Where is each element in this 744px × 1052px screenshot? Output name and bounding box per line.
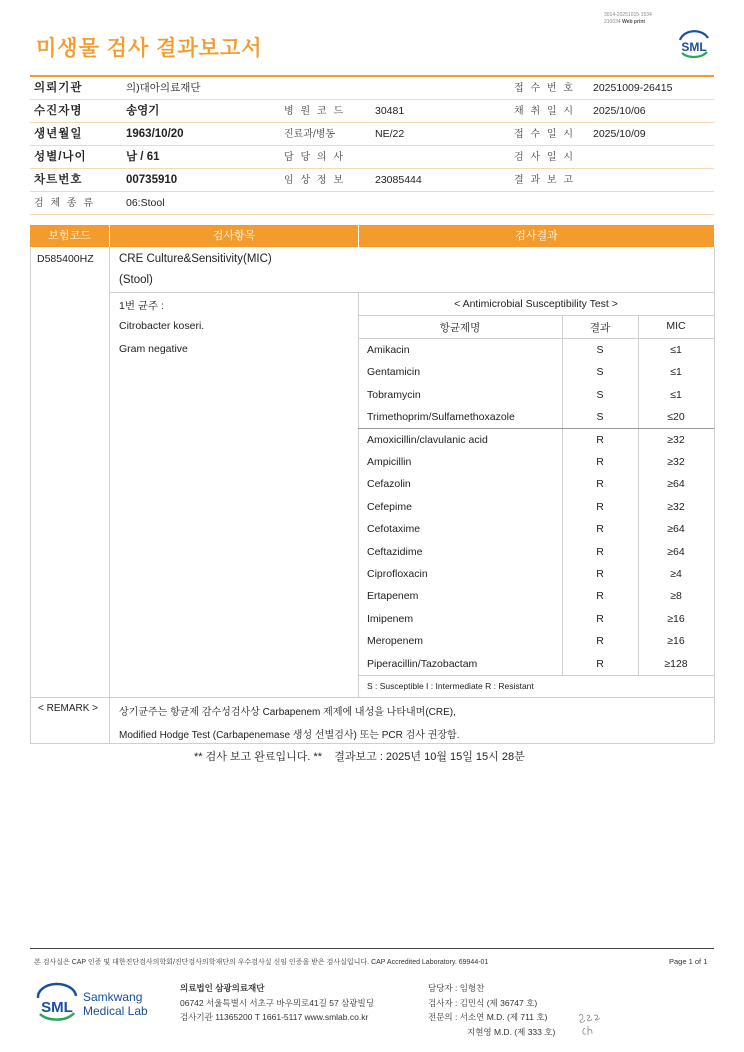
print-info	[604, 12, 652, 26]
label-test-date: 검 사 일 시	[514, 152, 575, 163]
print-sub	[604, 19, 652, 26]
mic-value: ≥16	[667, 613, 685, 625]
org-contact: 검사기관 11365200 T 1661-5117 www.smlab.co.kr	[180, 1012, 369, 1022]
susceptibility-result: S	[596, 411, 604, 423]
remark-line-2: Modified Hodge Test (Carbapenemase 생성 선별검사) 또는 PCR 검사 권장함.	[119, 730, 460, 741]
antibiotic-name: Ampicillin	[367, 456, 412, 468]
label-collect-date: 채 취 일 시	[514, 106, 575, 117]
header-row-1	[30, 75, 714, 100]
page-number: Page 1 of 1	[669, 957, 708, 966]
col-insurance-code: 보험코드	[48, 230, 91, 242]
mic-value: ≥8	[670, 590, 682, 602]
sex-age: 남 / 61	[126, 151, 160, 163]
label-receipt-date: 접 수 일 시	[514, 129, 575, 140]
mic-value: ≤1	[670, 389, 682, 401]
org-name: 의료법인 삼광의료재단	[180, 983, 265, 993]
susceptibility-result: S	[596, 366, 604, 378]
mic-value: ≥32	[667, 456, 685, 468]
mic-value: ≥64	[667, 546, 685, 558]
insurance-code: D585400HZ	[37, 253, 94, 265]
collect-date: 2025/10/06	[593, 105, 646, 117]
antibiotic-name: Tobramycin	[367, 389, 421, 401]
remark-label: < REMARK >	[38, 703, 99, 714]
col-test-result: 검사결과	[358, 225, 714, 247]
logo-line-2: Medical Lab	[83, 1004, 148, 1018]
staff-specialist-2: 지현영 M.D. (제 333 호)	[467, 1027, 556, 1037]
antibiotic-name: Ciprofloxacin	[367, 568, 428, 580]
header-row-6	[30, 192, 714, 215]
chart-no: 00735910	[126, 174, 178, 186]
label-request-org: 의뢰기관	[34, 82, 83, 94]
susceptibility-result: R	[596, 613, 604, 625]
label-sex-age: 성별/나이	[34, 151, 87, 163]
antibiotic-name: Imipenem	[367, 613, 414, 625]
table-border-left	[30, 247, 31, 743]
susceptibility-result: R	[596, 434, 604, 446]
print-sub-label: Web print	[622, 19, 646, 25]
susceptibility-result: R	[596, 523, 604, 535]
col-mic: MIC	[666, 320, 686, 332]
susceptibility-result: R	[596, 546, 604, 558]
request-org: 의)대아의료재단	[126, 82, 201, 94]
mic-value: ≥64	[667, 478, 685, 490]
label-hospital-code: 병 원 코 드	[284, 106, 345, 117]
test-name: CRE Culture&Sensitivity(MIC)	[119, 253, 272, 265]
table-line-remark	[30, 697, 714, 698]
organism-label: 1번 균주 :	[119, 300, 165, 312]
org-address: 06742 서울특별시 서초구 바우뫼로41길 57 삼광빌딩	[180, 998, 374, 1008]
receipt-no: 20251009-26415	[593, 82, 673, 94]
mic-value: ≤1	[670, 366, 682, 378]
bottom-logo-text: SML	[41, 999, 73, 1016]
antibiotic-name: Ertapenem	[367, 590, 419, 602]
susceptibility-result: R	[596, 501, 604, 513]
table-divider-ast	[358, 293, 359, 697]
table-line-legend	[358, 675, 714, 676]
receipt-date: 2025/10/09	[593, 128, 646, 140]
mic-value: ≥32	[667, 501, 685, 513]
page-title: 미생물 검사 결과보고서	[36, 37, 263, 60]
header-row-5	[30, 169, 714, 192]
specimen: 06:Stool	[126, 197, 165, 209]
antibiotic-name: Gentamicin	[367, 366, 421, 378]
staff-specialist-1: 전문의 : 서소연 M.D. (제 711 호)	[428, 1012, 548, 1022]
antibiotic-name: Meropenem	[367, 635, 424, 647]
col-result: 결과	[589, 322, 611, 334]
label-report: 결 과 보 고	[514, 175, 575, 186]
header-row-2	[30, 100, 714, 123]
antibiotic-name: Trimethoprim/Sulfamethoxazole	[367, 411, 515, 423]
label-doctor: 담 당 의 사	[284, 152, 345, 163]
results-table-header	[30, 225, 714, 247]
table-line-ast-head	[358, 338, 714, 339]
gram-stain: Gram negative	[119, 343, 188, 355]
certification-note: 본 검사실은 CAP 인증 및 대한진단검사의학회/진단검사의학재단의 우수검사실 신임 인증을 받은 검사실입니다. CAP Accredited Laboratory. 69944-01	[34, 959, 489, 966]
label-dept: 진료과/병동	[284, 129, 336, 140]
result-legend: S : Susceptible I : Intermediate R : Resistant	[367, 681, 534, 691]
mic-value: ≥4	[670, 568, 682, 580]
header-row-3	[30, 123, 714, 146]
antibiotic-name: Amoxicillin/clavulanic acid	[367, 434, 488, 446]
susceptibility-result: R	[596, 568, 604, 580]
antibiotic-name: Piperacillin/Tazobactam	[367, 658, 478, 670]
table-line-bottom	[30, 743, 714, 744]
susceptibility-result: S	[596, 389, 604, 401]
completion-notice: ** 검사 보고 완료입니다. ** 결과보고 : 2025년 10월 15일 15시 28분	[194, 751, 525, 763]
antibiotic-name: Cefazolin	[367, 478, 411, 490]
sml-logo-icon	[674, 24, 714, 64]
susceptibility-result: R	[596, 635, 604, 647]
col-antibiotic: 항균제명	[439, 322, 481, 334]
footer-divider	[30, 948, 714, 949]
dob: 1963/10/20	[126, 128, 184, 140]
hospital-code: 30481	[375, 105, 405, 117]
samkwang-logo-icon	[36, 982, 156, 1026]
patient-name: 송영기	[126, 105, 160, 117]
mic-value: ≤20	[667, 411, 685, 423]
antibiotic-name: Cefepime	[367, 501, 412, 513]
print-sub-num: 210034	[604, 19, 621, 25]
staff-in-charge: 담당자 : 임형찬	[428, 983, 485, 993]
label-specimen: 검 체 종 류	[34, 198, 95, 209]
susceptibility-result: R	[596, 456, 604, 468]
clinical-info: 23085444	[375, 174, 422, 186]
mic-value: ≥32	[667, 434, 685, 446]
label-chart-no: 차트번호	[34, 174, 83, 186]
dept: NE/22	[375, 128, 405, 140]
print-id: 3014-20251015-1534	[604, 12, 652, 18]
staff-tester: 검사자 : 김민식 (제 36747 호)	[428, 998, 538, 1008]
susceptibility-result: R	[596, 590, 604, 602]
logo-line-1: Samkwang	[83, 990, 143, 1004]
antibiotic-name: Amikacin	[367, 344, 410, 356]
ast-title: < Antimicrobial Susceptibility Test >	[454, 298, 618, 310]
mic-value: ≥128	[664, 658, 688, 670]
logo-text: SML	[681, 40, 707, 54]
susceptibility-result: R	[596, 658, 604, 670]
susceptibility-result: S	[596, 344, 604, 356]
table-line-group	[358, 428, 714, 429]
table-divider-code	[109, 247, 110, 743]
table-border-right	[714, 247, 715, 743]
table-line-test	[109, 292, 714, 293]
table-line-ast-title	[358, 315, 714, 316]
organism-name: Citrobacter koseri.	[119, 320, 205, 332]
label-receipt-no: 접 수 번 호	[514, 83, 575, 94]
antibiotic-name: Cefotaxime	[367, 523, 421, 535]
signature-icon	[576, 1006, 610, 1040]
mic-value: ≤1	[670, 344, 682, 356]
susceptibility-result: R	[596, 478, 604, 490]
mic-value: ≥16	[667, 635, 685, 647]
label-clinical: 임 상 정 보	[284, 175, 345, 186]
antibiotic-name: Ceftazidime	[367, 546, 423, 558]
header-row-4	[30, 146, 714, 169]
remark-line-1: 상기균주는 항균제 감수성검사상 Carbapenem 제제에 내성을 나타내며(CRE),	[119, 707, 456, 718]
label-patient: 수진자명	[34, 105, 83, 117]
test-specimen: (Stool)	[119, 274, 153, 286]
label-dob: 생년월일	[34, 128, 83, 140]
col-test-item: 검사항목	[109, 225, 358, 247]
mic-value: ≥64	[667, 523, 685, 535]
